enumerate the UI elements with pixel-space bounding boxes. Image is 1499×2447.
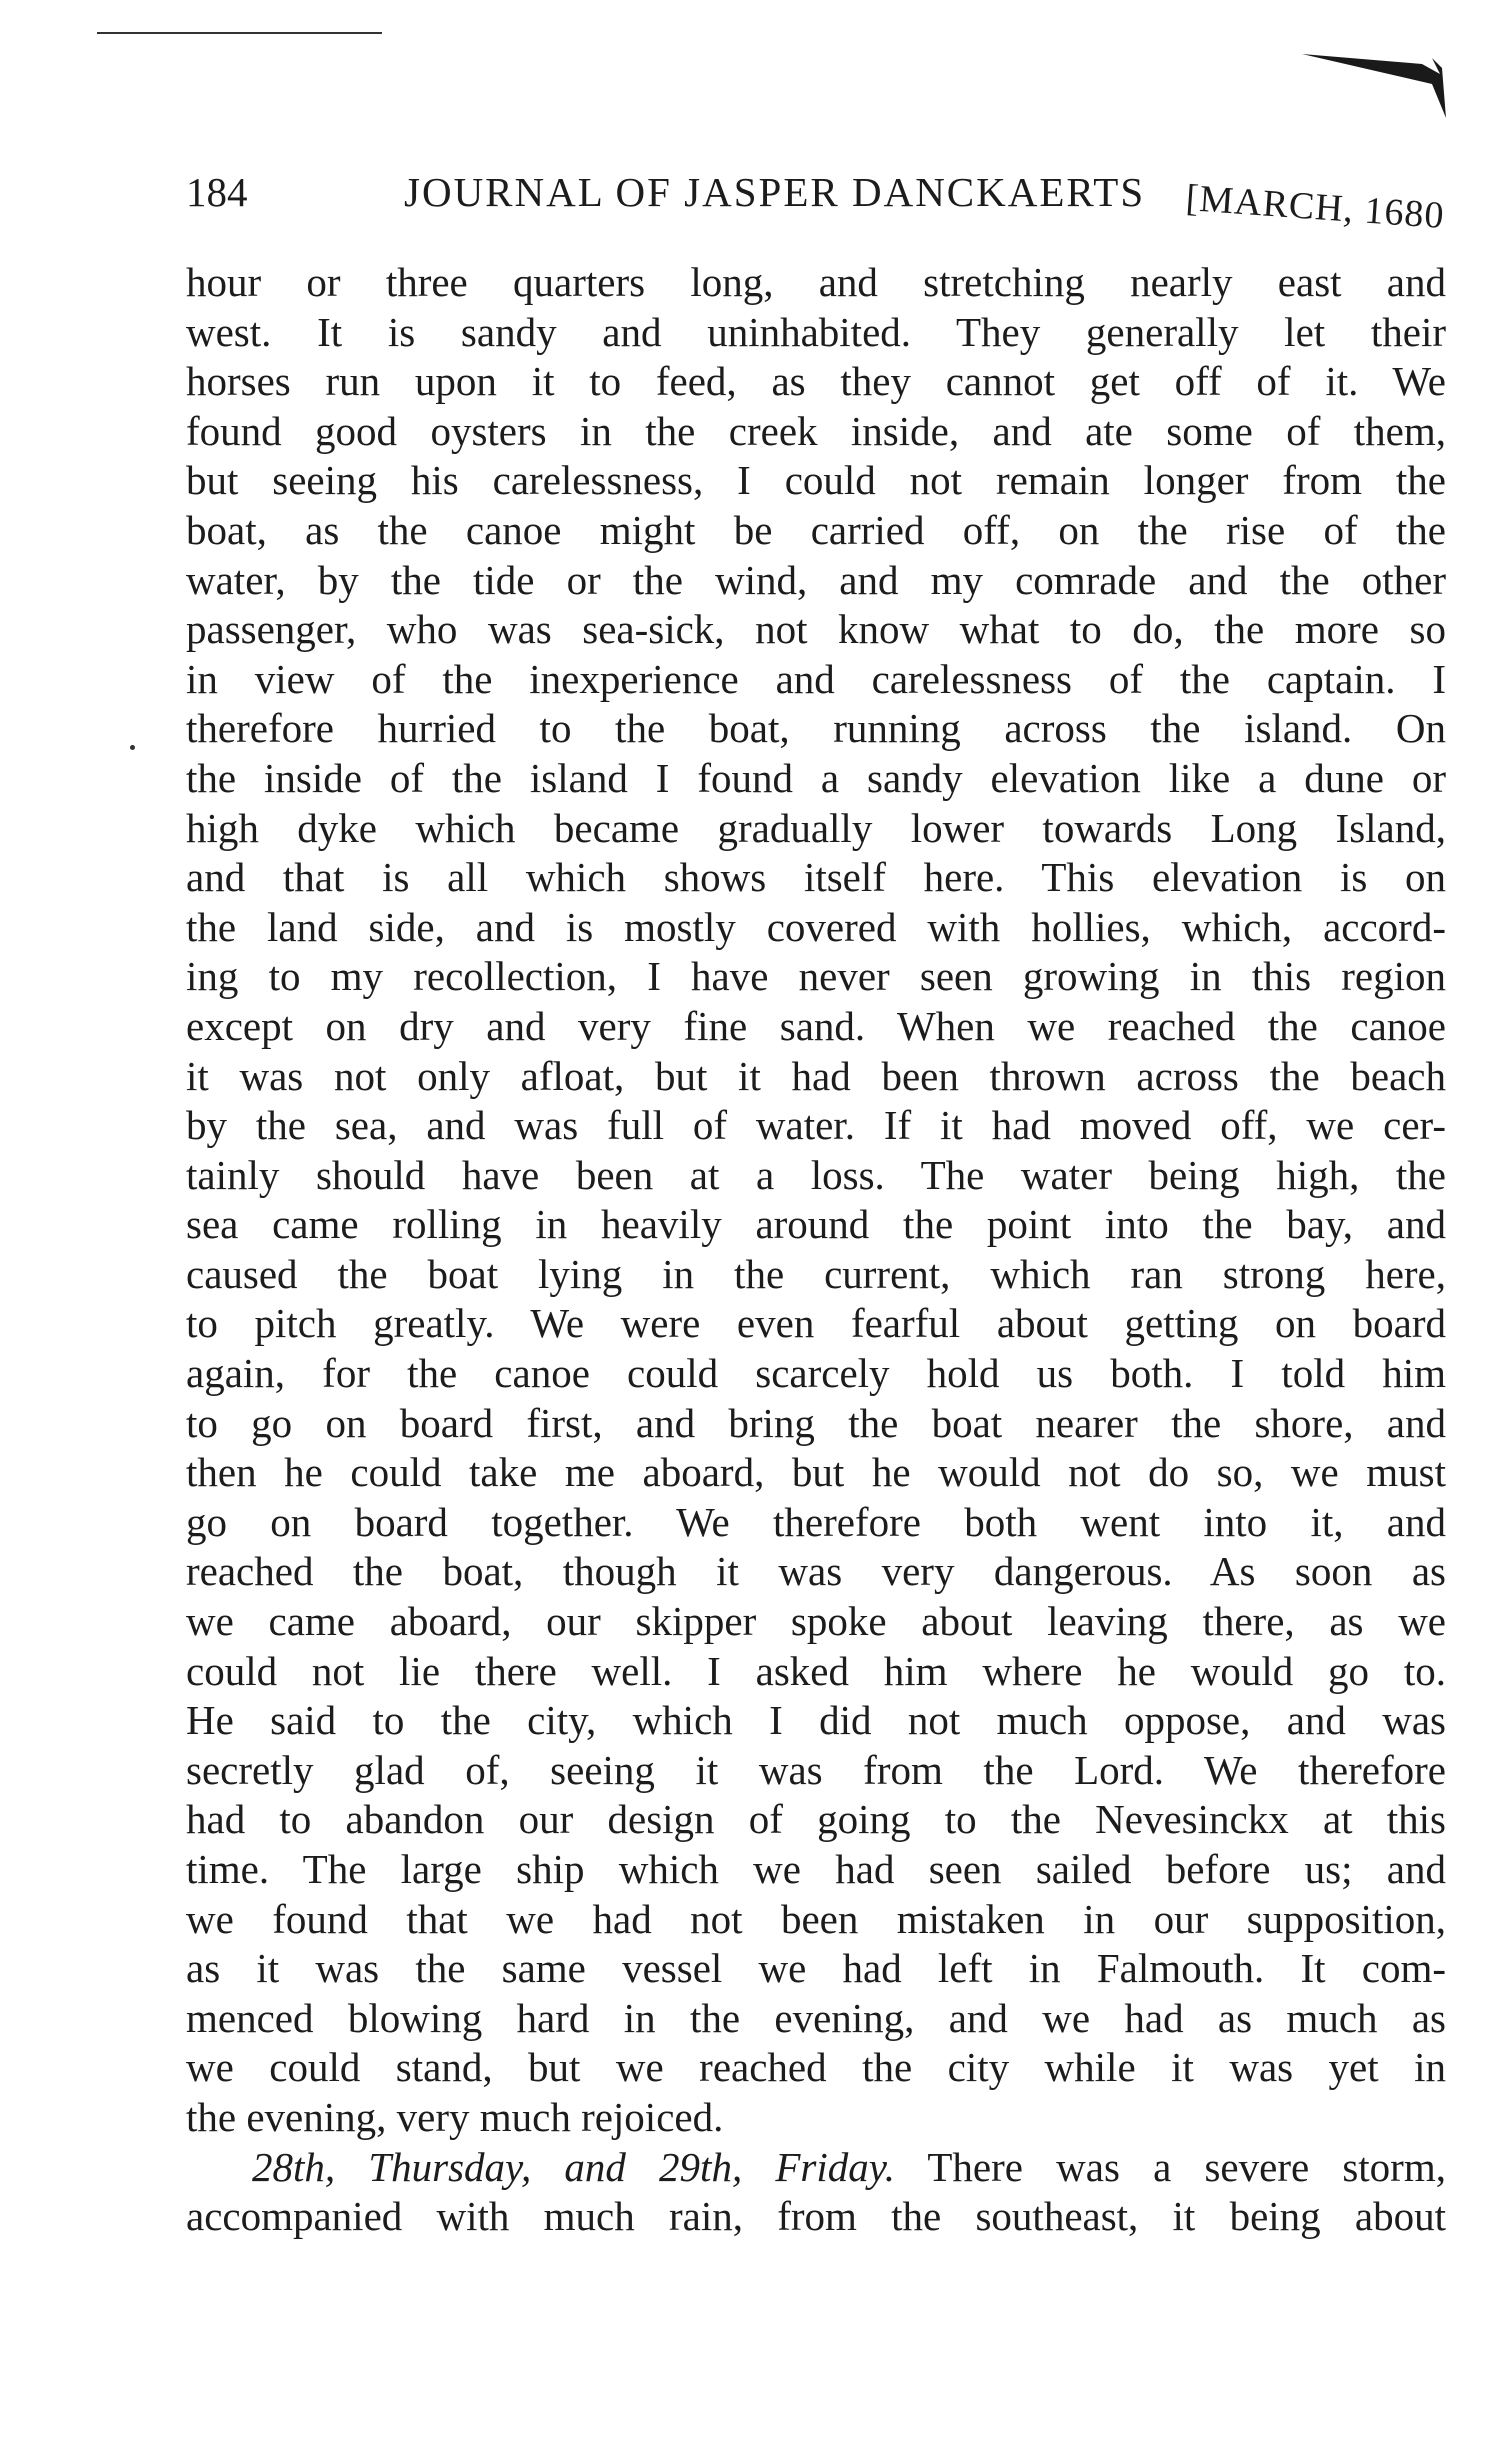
text-line: in view of the inexperience and carelessness of the captain. I <box>186 655 1446 702</box>
text-line: except on dry and very fine sand. When we reached the canoe <box>186 1002 1446 1049</box>
text-line: menced blowing hard in the evening, and we had as much as <box>186 1994 1446 2041</box>
top-rule <box>97 32 382 34</box>
text-line: could not lie there well. I asked him where he would go to. <box>186 1647 1446 1694</box>
text-line: He said to the city, which I did not much oppose, and was <box>186 1697 1446 1744</box>
text-line: secretly glad of, seeing it was from the Lord. We therefore <box>186 1746 1446 1793</box>
text-line: the land side, and is mostly covered with hollies, which, accord- <box>186 903 1446 950</box>
text-line: tainly should have been at a loss. The water being high, the <box>186 1151 1446 1198</box>
text-line: water, by the tide or the wind, and my comrade and the other <box>186 556 1446 603</box>
text-line: but seeing his carelessness, I could not remain longer from the <box>186 457 1446 504</box>
text-line: and that is all which shows itself here. This elevation is on <box>186 854 1446 901</box>
page-number: 184 <box>186 169 248 215</box>
text-line: to go on board first, and bring the boat nearer the shore, and <box>186 1399 1446 1446</box>
text-line: again, for the canoe could scarcely hold us both. I told him <box>186 1350 1446 1397</box>
entry-text: There was a severe storm, <box>927 2143 1446 2190</box>
text-line: west. It is sandy and uninhabited. They generally let their <box>186 308 1446 355</box>
text-line: to pitch greatly. We were even fearful about getting on board <box>186 1300 1446 1347</box>
text-line: we came aboard, our skipper spoke about leaving there, as we <box>186 1598 1446 1645</box>
text-line: accompanied with much rain, from the southeast, it being about <box>186 2193 1446 2240</box>
text-line: by the sea, and was full of water. If it had moved off, we cer- <box>186 1102 1446 1149</box>
entry-line <box>186 2143 1446 2193</box>
stray-mark <box>130 745 135 750</box>
text-line: it was not only afloat, but it had been thrown across the beach <box>186 1052 1446 1099</box>
text-line: caused the boat lying in the current, which ran strong here, <box>186 1250 1446 1297</box>
text-line: sea came rolling in heavily around the point into the bay, and <box>186 1201 1446 1248</box>
text-line: go on board together. We therefore both went into it, and <box>186 1498 1446 1545</box>
text-line: passenger, who was sea-sick, not know what to do, the more so <box>186 606 1446 653</box>
text-line: as it was the same vessel we had left in Falmouth. It com- <box>186 1945 1446 1992</box>
text-body <box>186 258 1446 2242</box>
text-line: found good oysters in the creek inside, and ate some of them, <box>186 407 1446 454</box>
text-line: the evening, very much rejoiced. <box>186 2093 724 2140</box>
running-head <box>186 162 1476 238</box>
text-line: horses run upon it to feed, as they cannot get off of it. We <box>186 358 1446 405</box>
page-corner-mark <box>1300 48 1450 120</box>
entry-dates: 28th, Thursday, and 29th, Friday. <box>252 2143 895 2190</box>
text-line: we could stand, but we reached the city while it was yet in <box>186 2044 1446 2091</box>
text-line: ing to my recollection, I have never seen growing in this region <box>186 953 1446 1000</box>
text-line: the inside of the island I found a sandy elevation like a dune or <box>186 754 1446 801</box>
text-line: high dyke which became gradually lower towards Long Island, <box>186 804 1446 851</box>
text-line: boat, as the canoe might be carried off, on the rise of the <box>186 506 1446 553</box>
text-line: therefore hurried to the boat, running across the island. On <box>186 705 1446 752</box>
journal-title: JOURNAL OF JASPER DANCKAERTS <box>404 169 1146 215</box>
text-line: time. The large ship which we had seen sailed before us; and <box>186 1846 1446 1892</box>
date-label: [MARCH, 1680 <box>1184 177 1446 238</box>
text-line: then he could take me aboard, but he would not do so, we must <box>186 1449 1446 1496</box>
text-line: had to abandon our design of going to the Nevesinckx at this <box>186 1796 1446 1843</box>
text-line: hour or three quarters long, and stretching nearly east and <box>186 259 1446 305</box>
text-line: we found that we had not been mistaken in our supposition, <box>186 1895 1446 1942</box>
text-line: reached the boat, though it was very dangerous. As soon as <box>186 1548 1446 1595</box>
